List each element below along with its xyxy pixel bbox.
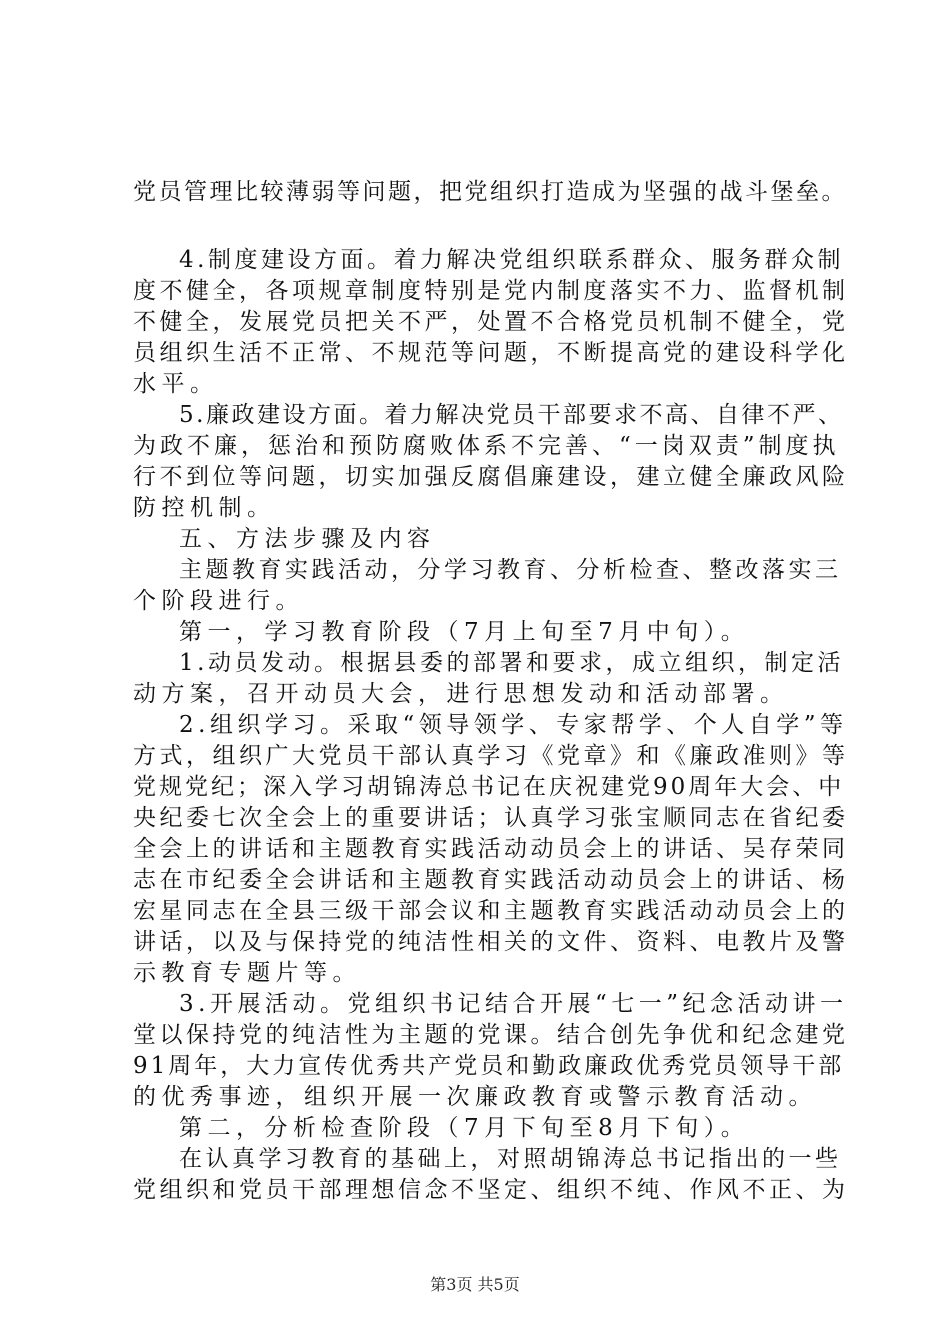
text-line: 动方案，召开动员大会，进行思想发动和活动部署。: [133, 681, 789, 707]
text-line: 宏星同志在全县三级干部会议和主题教育实践活动动员会上的: [133, 898, 849, 924]
text-line: 员组织生活不正常、不规范等问题，不断提高党的建设科学化: [133, 340, 849, 366]
text-line: 央纪委七次全会上的重要讲话；认真学习张宝顺同志在省纪委: [133, 805, 849, 831]
text-line: 为政不廉，惩治和预防腐败体系不完善、“一岗双责”制度执: [133, 433, 840, 459]
text-line: 防控机制。: [133, 495, 276, 521]
text-line: 党员管理比较薄弱等问题，把党组织打造成为坚强的战斗堡垒。: [133, 179, 847, 205]
text-line: 1.动员发动。根据县委的部署和要求，成立组织，制定活: [179, 650, 844, 676]
text-line: 党组织和党员干部理想信念不坚定、组织不纯、作风不正、为: [133, 1177, 849, 1203]
text-line: 5.廉政建设方面。着力解决党员干部要求不高、自律不严、: [179, 402, 844, 428]
stage-heading: 第二，分析检查阶段（7月下旬至8月下旬）。: [179, 1115, 750, 1141]
stage-heading: 第一，学习教育阶段（7月上旬至7月中旬）。: [179, 619, 750, 645]
text-line: 的优秀事迹，组织开展一次廉政教育或警示教育活动。: [133, 1084, 817, 1110]
text-line: 堂以保持党的纯洁性为主题的党课。结合创先争优和纪念建党: [133, 1022, 849, 1048]
text-line: 主题教育实践活动，分学习教育、分析检查、整改落实三: [179, 557, 842, 583]
text-line: 志在市纪委全会讲话和主题教育实践活动动员会上的讲话、杨: [133, 867, 849, 893]
text-line: 水平。: [133, 371, 219, 397]
text-line: 4.制度建设方面。着力解决党组织联系群众、服务群众制: [179, 247, 844, 273]
section-heading: 五、方法步骤及内容: [179, 526, 436, 552]
text-line: 全会上的讲话和主题教育实践活动动员会上的讲话、吴存荣同: [133, 836, 849, 862]
paragraph-gap: [133, 208, 850, 245]
text-line: 91周年，大力宣传优秀共产党员和勤政廉政优秀党员领导干部: [133, 1053, 845, 1079]
text-line: 示教育专题片等。: [133, 960, 361, 986]
text-line: 度不健全，各项规章制度特别是党内制度落实不力、监督机制: [133, 278, 849, 304]
text-line: 党规党纪；深入学习胡锦涛总书记在庆祝建党90周年大会、中: [133, 774, 845, 800]
text-line: 2.组织学习。采取“领导领学、专家帮学、个人自学”等: [179, 712, 848, 738]
text-line: 讲话，以及与保持党的纯洁性相关的文件、资料、电教片及警: [133, 929, 849, 955]
text-line: 行不到位等问题，切实加强反腐倡廉建设，建立健全廉政风险: [133, 464, 849, 490]
page-number-footer: 第3页 共5页: [430, 1275, 520, 1294]
text-line: 在认真学习教育的基础上，对照胡锦涛总书记指出的一些: [179, 1146, 842, 1172]
text-line: 方式，组织广大党员干部认真学习《党章》和《廉政准则》等: [133, 743, 849, 769]
text-line: 不健全，发展党员把关不严，处置不合格党员机制不健全，党: [133, 309, 849, 335]
document-body: [133, 177, 850, 1206]
text-line: 3.开展活动。党组织书记结合开展“七一”纪念活动讲一: [179, 991, 848, 1017]
text-line: 个阶段进行。: [133, 588, 304, 614]
